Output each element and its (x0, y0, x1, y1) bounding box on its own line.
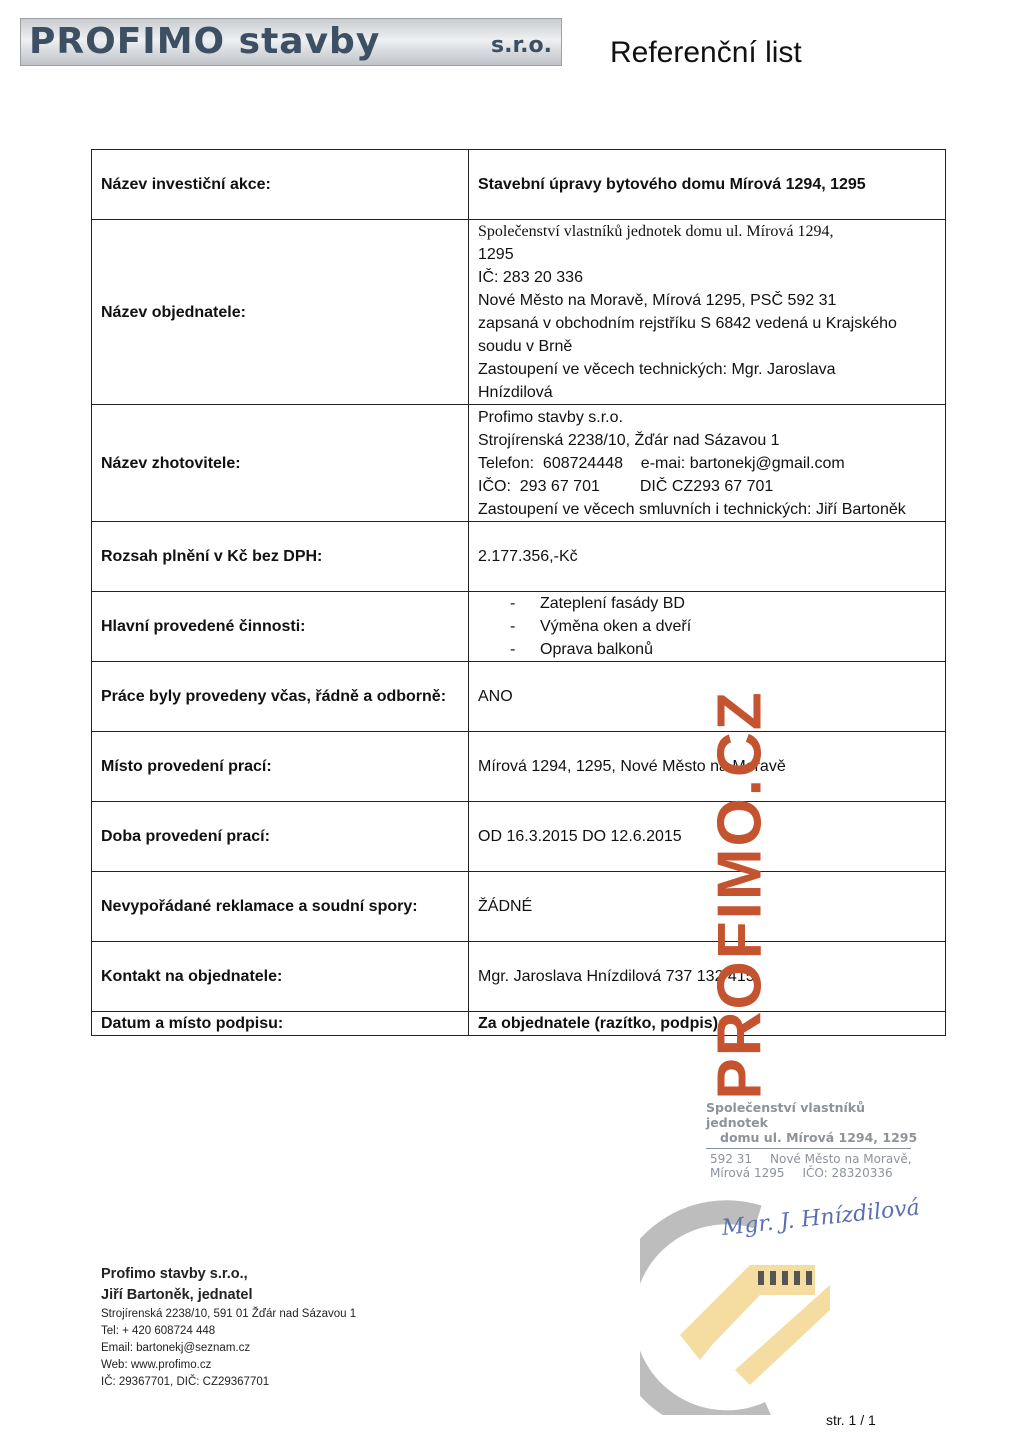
stamp-line (706, 1166, 926, 1180)
contractor-line: IČO: 293 67 701 DIČ CZ293 67 701 (478, 477, 774, 495)
list-item: - Zateplení fasády BD (478, 592, 936, 615)
contractor-line: Zastoupení ve věcech smluvních i technických: Jiří Bartoněk (478, 500, 906, 518)
row-value: Stavební úpravy bytového domu Mírová 1294, 1295 (469, 150, 946, 220)
client-line: IČ: 283 20 336 (478, 269, 583, 286)
list-item: - Výměna oken a dveří (478, 615, 936, 638)
contractor-line: Telefon: 608724448 e-mai: bartonekj@gmail.com (478, 454, 845, 472)
watermark-text: PROFIMO.CZ (705, 690, 775, 1100)
table-row (92, 1012, 946, 1036)
stamp-city: Nové Město na Moravě, (770, 1152, 912, 1166)
row-value (469, 220, 946, 405)
table-row (92, 942, 946, 1012)
table-row (92, 732, 946, 802)
table-row (92, 802, 946, 872)
footer-company: Profimo stavby s.r.o., (101, 1266, 248, 1282)
footer-email: Email: bartonekj@seznam.cz (101, 1342, 251, 1354)
row-value: ANO (469, 662, 946, 732)
row-label: Kontakt na objednatele: (92, 942, 469, 1012)
footer-person: Jiří Bartoněk, jednatel (101, 1287, 253, 1303)
table-row (92, 662, 946, 732)
stamp-divider (706, 1148, 911, 1149)
stamp (706, 1100, 926, 1180)
row-value (469, 592, 946, 662)
client-line: Hnízdilová (478, 384, 553, 401)
stamp-line: domu ul. Mírová 1294, 1295 (720, 1130, 918, 1145)
row-label: Název investiční akce: (92, 150, 469, 220)
row-label: Název objednatele: (92, 220, 469, 405)
row-value: 2.177.356,-Kč (469, 522, 946, 592)
logo-sub-text: s.r.o. (491, 33, 552, 58)
table-row (92, 592, 946, 662)
row-value: Za objednatele (razítko, podpis): (469, 1012, 946, 1036)
company-logo (20, 18, 562, 66)
footer-address: Strojírenská 2238/10, 591 01 Žďár nad Sázavou 1 (101, 1308, 357, 1320)
row-label: Název zhotovitele: (92, 405, 469, 522)
client-line: 1295 (478, 246, 514, 263)
footer-tel: Tel: + 420 608724 448 (101, 1325, 216, 1337)
footer-contact (101, 1264, 356, 1391)
row-label: Datum a místo podpisu: (92, 1012, 469, 1036)
row-value (469, 405, 946, 522)
stamp-street: Mírová 1295 (710, 1166, 785, 1180)
contractor-line: Strojírenská 2238/10, Žďár nad Sázavou 1 (478, 431, 780, 449)
activities-list (478, 592, 936, 661)
table-row (92, 872, 946, 942)
client-line: Zastoupení ve věcech technických: Mgr. Jaroslava (478, 361, 836, 378)
document-title: Referenční list (610, 36, 802, 69)
list-item: - Oprava balkonů (478, 638, 936, 661)
row-label: Rozsah plnění v Kč bez DPH: (92, 522, 469, 592)
table-row (92, 522, 946, 592)
row-label: Práce byly provedeny včas, řádně a odborně: (92, 662, 469, 732)
row-label: Hlavní provedené činnosti: (92, 592, 469, 662)
footer-ids: IČ: 29367701, DIČ: CZ29367701 (101, 1376, 270, 1388)
row-label: Místo provedení prací: (92, 732, 469, 802)
stamp-zip: 592 31 (710, 1152, 752, 1166)
row-label: Nevypořádané reklamace a soudní spory: (92, 872, 469, 942)
row-label: Doba provedení prací: (92, 802, 469, 872)
client-line: soudu v Brně (478, 338, 573, 355)
table-row (92, 405, 946, 522)
footer-web: Web: www.profimo.cz (101, 1359, 212, 1371)
row-value: OD 16.3.2015 DO 12.6.2015 (469, 802, 946, 872)
page-number: str. 1 / 1 (826, 1412, 876, 1428)
reference-table (91, 149, 946, 1036)
stamp-ico: IČO: 28320336 (802, 1166, 893, 1180)
row-value: ŽÁDNÉ (469, 872, 946, 942)
table-row (92, 150, 946, 220)
client-line: zapsaná v obchodním rejstříku S 6842 vedená u Krajského (478, 315, 897, 332)
client-line: Nové Město na Moravě, Mírová 1295, PSČ 592 31 (478, 292, 837, 309)
row-value: Mgr. Jaroslava Hnízdilová 737 132 415 (469, 942, 946, 1012)
logo-main-text: PROFIMO stavby (29, 21, 381, 62)
signature: Mgr. J. Hnízdilová (720, 1195, 921, 1241)
table-row (92, 220, 946, 405)
stamp-line (706, 1152, 926, 1166)
contractor-line: Profimo stavby s.r.o. (478, 408, 623, 426)
watermark (700, 690, 780, 1100)
stamp-line: Společenství vlastníků jednotek (706, 1100, 865, 1130)
row-value: Mírová 1294, 1295, Nové Město na Moravě (469, 732, 946, 802)
client-name-line: Společenství vlastníků jednotek domu ul. Mírová 1294, (478, 223, 834, 240)
